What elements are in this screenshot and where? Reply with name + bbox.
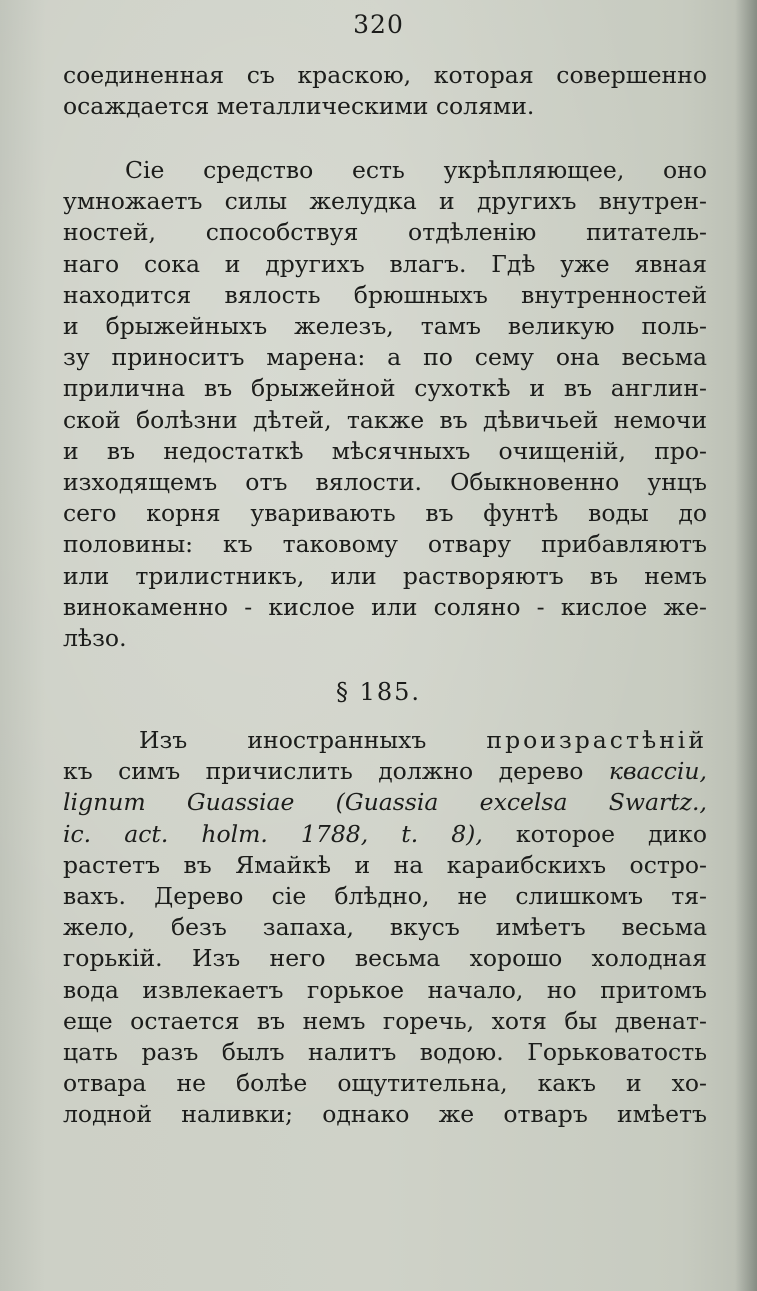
text-line: и брыжейныхъ железъ, тамъ великую поль- [63,312,707,341]
page-gutter-shadow [735,0,757,1291]
text-fragment: къ симъ причислить должно дерево [63,757,584,786]
text-line: лодной наливки; однако же отваръ имѣетъ [63,1100,707,1129]
text-line: горькій. Изъ него весьма хорошо холодная [63,944,707,973]
text-line: ской болѣзни дѣтей, также въ дѣвичьей немочи [63,405,707,434]
italic-term: квассіи, [608,757,707,786]
text-line: вода извлекаетъ горькое начало, но притомъ [63,975,707,1004]
text-line: еще остается въ немъ горечь, хотя бы двенат- [63,1006,707,1035]
text-line [63,725,707,756]
citation: ic. act. holm. 1788, t. 8), [63,819,483,848]
text-word: Изъ [139,726,188,754]
text-line: прилична въ брыжейной сухоткѣ и въ англин- [63,374,707,403]
text-line: сего корня уваривають въ фунтѣ воды до [63,499,707,528]
latin-name: lignum Guassiae (Guassia excelsa Swartz., [63,788,707,817]
text-line: отвара не болѣе ощутительна, какъ и хо- [63,1069,707,1098]
text-line: жело, безъ запаха, вкусъ имѣетъ весьма [63,913,707,942]
paragraph-quassia [63,725,707,1131]
text-line: Сіе средство есть укрѣпляющее, оно [125,156,707,184]
text-line: изходящемъ отъ вялости. Обыкновенно унцъ [63,468,707,497]
text-line: осаждается металлическими солями. [63,92,535,121]
text-line: умножаетъ силы желудка и другихъ внутрен- [63,187,707,216]
section-heading: § 185. [335,678,422,706]
text-line: вахъ. Дерево сіе блѣдно, не слишкомъ тя- [63,882,707,911]
text-line [63,819,707,850]
text-line: половины: къ таковому отвару прибавляютъ [63,530,707,559]
text-line [63,756,707,787]
continued-paragraph [63,60,707,122]
text-fragment: которое дико [515,819,707,848]
text-word: иностранныхъ [247,726,427,754]
text-line [63,787,707,818]
text-line: винокаменно - кислое или соляно - кислое же- [63,592,707,621]
paragraph-madder-effects [63,155,707,654]
text-line: ностей, способствуя отдѣленію питатель- [63,218,707,247]
text-line: наго сока и другихъ влагъ. Гдѣ уже явная [63,249,707,278]
text-line: и въ недостаткѣ мѣсячныхъ очищеній, про- [63,436,707,465]
text-line: зу приноситъ марена: а по сему она весьма [63,343,707,372]
spaced-word: произрастѣній [486,726,707,754]
text-line: растетъ въ Ямайкѣ и на караибскихъ остро- [63,850,707,879]
text-line: или трилистникъ, или растворяютъ въ немъ [63,561,707,590]
text-line: цать разъ былъ налитъ водою. Горьковатость [63,1038,707,1067]
text-line: находится вялость брюшныхъ внутренностей [63,280,707,309]
text-line: соединенная съ краскою, которая совершенно [63,61,707,89]
text-line: лѣзо. [63,624,127,653]
page-number: 320 [353,10,404,39]
